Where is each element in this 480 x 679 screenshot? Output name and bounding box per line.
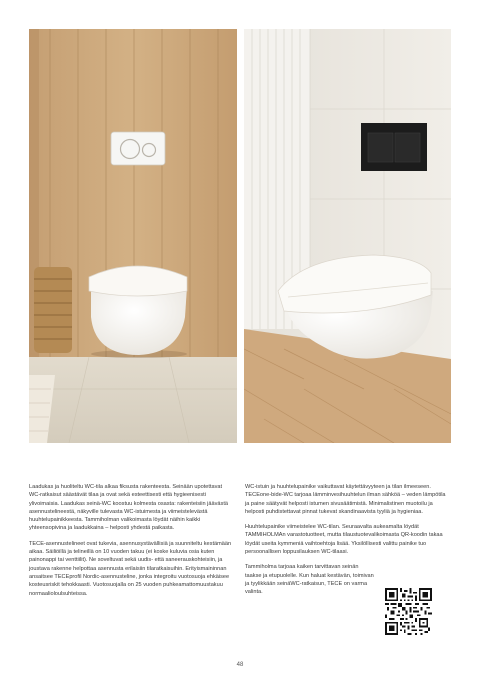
- photo-light-bathroom: [244, 29, 451, 443]
- paragraph: Laadukas ja huoliteltu WC-tila alkaa fiksusta rakenteesta. Seinään upotettavat WC-ratkaisut säästävät tilaa ja ovat sekä esteettisesti että hygieenisesti ylivoimaisia. Laadukas seinä-WC koostuu kolmesta osasta: rakenteisiin jäävästä asennustelineestä, näkyville tulevasta WC-istuimesta ja viimeistelevästä huuhtelupainikkeesta. Tammiholman valikoimasta löydät näihin kaikki yhteensopivina ja laadukkaina – helposti yhdestä paikasta.: [29, 484, 228, 532]
- photo-wood-panel-bathroom-scene: [29, 29, 237, 443]
- body-text-left-column: [29, 483, 234, 605]
- qr-code-graphic: [385, 588, 432, 635]
- body-text-right-column: [245, 483, 450, 604]
- photo-light-bathroom-scene: [244, 29, 451, 443]
- paragraph: WC-istuin ja huuhtelupainike vaikuttavat käytettävyyteen ja tilan ilmeeseen. TECEone-bide-WC tarjoaa lämminvesihuuhtelun ilman sähköä – veden lämpötila ja paine säätyvät helposti istumen sivusäätimistä. Minimalistinen muotoilu ja helposti puhdistettavat pinnat tukevat skandinaavista tyyliä ja hygieniaa.: [245, 484, 446, 515]
- wall-hung-toilet-left: [89, 266, 187, 355]
- qr-code-icon[interactable]: [385, 588, 432, 635]
- paragraph: TECE-asennustelineet ovat tukevia, asennusystävällisiä ja suunniteltu kestämään aikaa. Säiliöillä ja telineillä on 10 vuoden takuu (ei koske kuluvia osia kuten painonappi tai venttiilit). Ne soveltuvat sekä uudis- että saneerauskohteisiin, ja joustava rakenne helpottaa asennusta erilaisiin tilaratkaisuihin. Erityismaininnan ansaitsee TECEprofil Nordic-asennusteline, jonka integroitu vuotosuoja ehkäisee kosteusriskit tehokkaasti. Vuotosuojalla on 25 vuoden puhkeamattomuustakuu normaalioloulsuhteissa.: [29, 540, 232, 597]
- paragraph: Tammiholma tarjoaa kaiken tarvittavan seinän taakse ja etupuolelle. Kun haluat kestävän, toimivan ja tyylikkään seinäWC-ratkaisun, TECE on varma valinta.: [245, 564, 374, 596]
- photo-wood-panel-bathroom: [29, 29, 237, 443]
- flush-plate-black: [361, 123, 427, 171]
- paragraph: Huuhtelupainike viimeistelee WC-tilan. Seuraavalta aukeamalta löydät TAMMIHOLMAn varastotuotteet, mutta tilaustuotevalikoimasta QR-koodin takaa löydät useita kymmeniä vaihtoehtoja lisää. Yksilöllisesti valittu painike tuo persoonallisen loppusilauksen WC-tilaasi.: [245, 524, 443, 556]
- wicker-basket: [34, 267, 72, 353]
- page-number: 48: [236, 662, 244, 668]
- flush-plate-white: [111, 132, 165, 165]
